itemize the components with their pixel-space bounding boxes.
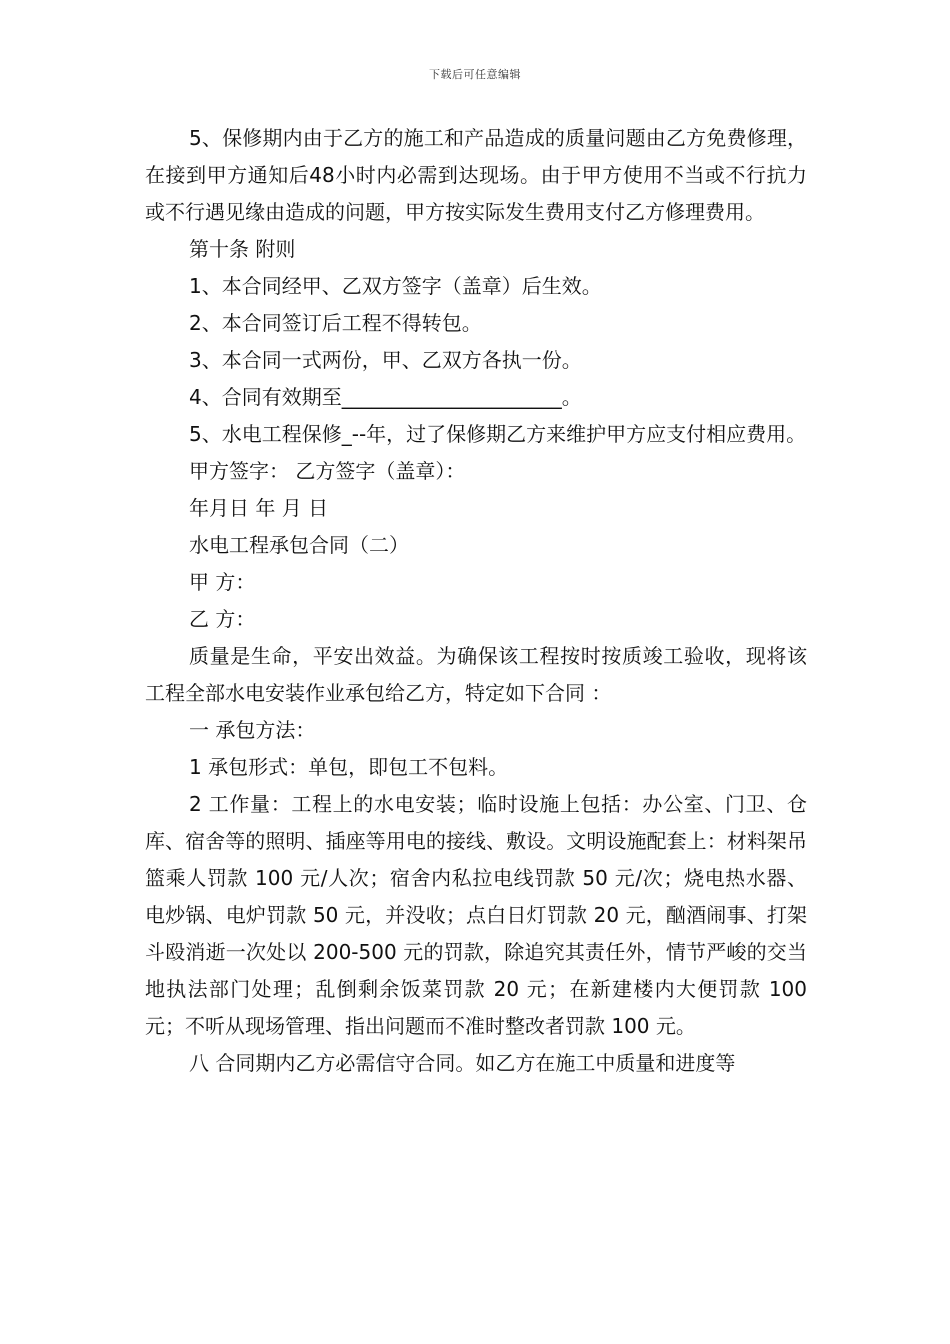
paragraph-appendix-5: 5、水电工程保修_--年，过了保修期乙方来维护甲方应支付相应费用。 bbox=[189, 422, 807, 446]
paragraph-appendix-1: 1、本合同经甲、乙双方签字（盖章）后生效。 bbox=[189, 274, 602, 298]
date-line: 年月日 年 月 日 bbox=[189, 496, 329, 520]
page-header: 下载后可任意编辑 bbox=[429, 68, 521, 81]
contract-2-title: 水电工程承包合同（二） bbox=[189, 533, 409, 557]
section-1-heading: 一 承包方法： bbox=[189, 718, 316, 742]
article-10-heading: 第十条 附则 bbox=[189, 237, 296, 261]
paragraph-preamble: 质量是生命，平安出效益。为确保该工程按时按质竣工验收，现将该工程全部水电安装作业承包给乙方，特定如下合同 ： bbox=[145, 644, 807, 705]
document-body bbox=[145, 120, 807, 1082]
paragraph-contract-form: 1 承包形式：单包，即包工不包料。 bbox=[189, 755, 509, 779]
paragraph-workload: 2 工作量：工程上的水电安装；临时设施上包括：办公室、门卫、仓库、宿舍等的照明、插座等用电的接线、敷设。文明设施配套上：材料架吊篮乘人罚款 100 元/人次；宿舍内私拉电线罚款 50 元/次；烧电热水器、电炒锅、电炉罚款 50 元，并没收；点白日灯罚款 20 元，酗酒闹事、打架斗殴消逝一次处以 200-500 元的罚款，除追究其责任外，情节严峻的交当地执法部门处理；乱倒剩余饭菜罚款 20 元；在新建楼内大便罚款 100 元；不听从现场管理、指出问题而不准时整改者罚款 100 元。 bbox=[145, 792, 807, 1038]
paragraph-appendix-3: 3、本合同一式两份，甲、乙双方各执一份。 bbox=[189, 348, 582, 372]
paragraph-warranty-clause-5: 5、保修期内由于乙方的施工和产品造成的质量问题由乙方免费修理，在接到甲方通知后48小时内必需到达现场。由于甲方使用不当或不行抗力或不行遇见缘由造成的问题，甲方按实际发生费用支付乙方修理费用。 bbox=[145, 126, 807, 224]
paragraph-appendix-2: 2、本合同签订后工程不得转包。 bbox=[189, 311, 482, 335]
party-a-line: 甲 方： bbox=[189, 570, 256, 594]
paragraph-section-8: 八 合同期内乙方必需信守合同。如乙方在施工中质量和进度等 bbox=[189, 1051, 736, 1075]
paragraph-appendix-4: 4、合同有效期至______________________。 bbox=[189, 385, 582, 409]
party-b-line: 乙 方： bbox=[189, 607, 256, 631]
signature-line: 甲方签字： 乙方签字（盖章）： bbox=[189, 459, 466, 483]
